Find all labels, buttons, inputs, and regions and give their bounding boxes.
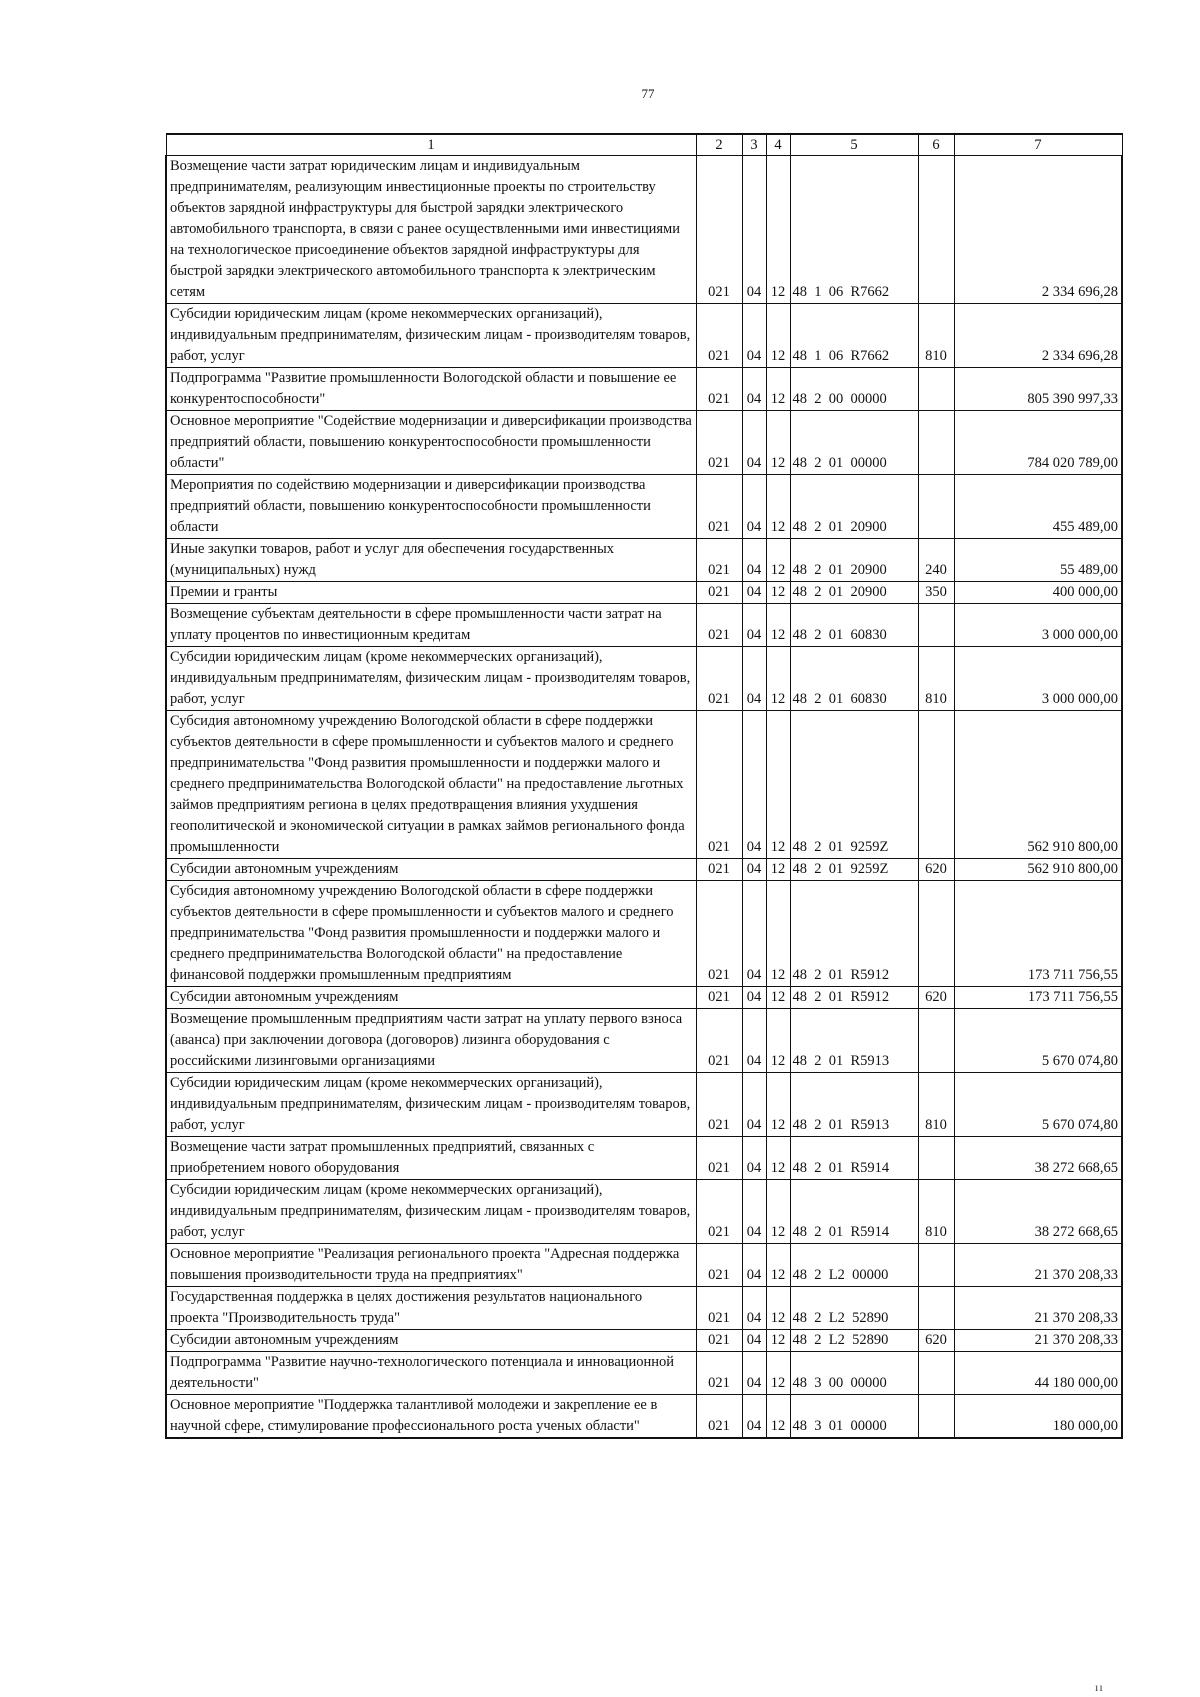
row-amount: 400 000,00 <box>954 582 1122 604</box>
row-ministry-code: 021 <box>696 711 742 859</box>
row-ministry-code: 021 <box>696 1244 742 1287</box>
column-header: 7 <box>954 134 1122 156</box>
row-section-code: 04 <box>742 1137 766 1180</box>
row-section-code: 04 <box>742 1352 766 1395</box>
row-section-code: 04 <box>742 1180 766 1244</box>
row-amount: 173 711 756,55 <box>954 881 1122 987</box>
row-target-item-code: 48 3 00 00000 <box>790 1352 918 1395</box>
row-subsection-code: 12 <box>766 1180 790 1244</box>
row-expense-type-code <box>918 1137 954 1180</box>
row-ministry-code: 021 <box>696 539 742 582</box>
column-header: 5 <box>790 134 918 156</box>
row-name: Субсидия автономному учреждению Вологодской области в сфере поддержки субъектов деятельности в сфере промышленности и субъектов малого и среднего предпринимательства "Фонд развития промышленности и поддержки малого и среднего предпринимательства Вологодской области" на предоставление льготных займов предприятиям региона в целях предотвращения влияния ухудшения геополитической и экономической ситуации в рамках займов регионального фонда промышленности <box>166 711 696 859</box>
table-row <box>166 711 1122 859</box>
row-subsection-code: 12 <box>766 859 790 881</box>
row-section-code: 04 <box>742 539 766 582</box>
row-subsection-code: 12 <box>766 1244 790 1287</box>
table-row <box>166 1395 1122 1439</box>
column-header: 4 <box>766 134 790 156</box>
row-name: Подпрограмма "Развитие промышленности Вологодской области и повышение ее конкурентоспособности" <box>166 368 696 411</box>
table-row <box>166 881 1122 987</box>
row-amount: 2 334 696,28 <box>954 304 1122 368</box>
row-amount: 21 370 208,33 <box>954 1244 1122 1287</box>
row-ministry-code: 021 <box>696 1073 742 1137</box>
row-ministry-code: 021 <box>696 368 742 411</box>
row-section-code: 04 <box>742 647 766 711</box>
row-amount: 5 670 074,80 <box>954 1009 1122 1073</box>
row-subsection-code: 12 <box>766 1395 790 1439</box>
row-subsection-code: 12 <box>766 711 790 859</box>
row-target-item-code: 48 2 00 00000 <box>790 368 918 411</box>
row-name: Возмещение субъектам деятельности в сфере промышленности части затрат на уплату процентов по инвестиционным кредитам <box>166 604 696 647</box>
row-ministry-code: 021 <box>696 582 742 604</box>
row-name: Субсидии юридическим лицам (кроме некоммерческих организаций), индивидуальным предпринимателям, физическим лицам - производителям товаров, работ, услуг <box>166 1073 696 1137</box>
row-name: Подпрограмма "Развитие научно-технологического потенциала и инновационной деятельности" <box>166 1352 696 1395</box>
table-row <box>166 475 1122 539</box>
budget-table <box>165 133 1123 1439</box>
row-ministry-code: 021 <box>696 1330 742 1352</box>
row-target-item-code: 48 2 01 60830 <box>790 647 918 711</box>
row-section-code: 04 <box>742 582 766 604</box>
row-name: Субсидия автономному учреждению Вологодской области в сфере поддержки субъектов деятельности в сфере промышленности и субъектов малого и среднего предпринимательства "Фонд развития промышленности и поддержки малого и среднего предпринимательства Вологодской области" на предоставление финансовой поддержки промышленным предприятиям <box>166 881 696 987</box>
row-expense-type-code: 810 <box>918 647 954 711</box>
column-header: 2 <box>696 134 742 156</box>
table-header-row <box>166 134 1122 156</box>
row-subsection-code: 12 <box>766 604 790 647</box>
row-expense-type-code <box>918 604 954 647</box>
row-name: Субсидии автономным учреждениям <box>166 1330 696 1352</box>
row-expense-type-code: 620 <box>918 1330 954 1352</box>
row-expense-type-code <box>918 1287 954 1330</box>
row-expense-type-code: 240 <box>918 539 954 582</box>
row-amount: 562 910 800,00 <box>954 711 1122 859</box>
row-target-item-code: 48 1 06 R7662 <box>790 304 918 368</box>
row-subsection-code: 12 <box>766 1137 790 1180</box>
row-expense-type-code: 810 <box>918 1180 954 1244</box>
row-ministry-code: 021 <box>696 647 742 711</box>
row-ministry-code: 021 <box>696 156 742 304</box>
row-name: Субсидии автономным учреждениям <box>166 987 696 1009</box>
row-expense-type-code <box>918 411 954 475</box>
table-row <box>166 1352 1122 1395</box>
row-section-code: 04 <box>742 304 766 368</box>
row-target-item-code: 48 2 01 00000 <box>790 411 918 475</box>
table-row <box>166 1073 1122 1137</box>
table-row <box>166 1137 1122 1180</box>
row-expense-type-code: 620 <box>918 987 954 1009</box>
row-name: Основное мероприятие "Реализация регионального проекта "Адресная поддержка повышения производительности труда на предприятиях" <box>166 1244 696 1287</box>
table-row <box>166 987 1122 1009</box>
row-subsection-code: 12 <box>766 987 790 1009</box>
row-target-item-code: 48 2 01 20900 <box>790 582 918 604</box>
row-subsection-code: 12 <box>766 1352 790 1395</box>
row-target-item-code: 48 2 01 9259Z <box>790 711 918 859</box>
row-expense-type-code <box>918 1009 954 1073</box>
row-section-code: 04 <box>742 859 766 881</box>
row-subsection-code: 12 <box>766 1073 790 1137</box>
table-row <box>166 1330 1122 1352</box>
row-ministry-code: 021 <box>696 881 742 987</box>
row-amount: 38 272 668,65 <box>954 1180 1122 1244</box>
table-row <box>166 156 1122 304</box>
row-name: Премии и гранты <box>166 582 696 604</box>
row-section-code: 04 <box>742 881 766 987</box>
row-section-code: 04 <box>742 411 766 475</box>
row-target-item-code: 48 2 01 R5913 <box>790 1009 918 1073</box>
row-amount: 2 334 696,28 <box>954 156 1122 304</box>
row-amount: 562 910 800,00 <box>954 859 1122 881</box>
row-target-item-code: 48 2 01 R5913 <box>790 1073 918 1137</box>
row-amount: 455 489,00 <box>954 475 1122 539</box>
row-section-code: 04 <box>742 1330 766 1352</box>
row-subsection-code: 12 <box>766 304 790 368</box>
row-amount: 38 272 668,65 <box>954 1137 1122 1180</box>
row-target-item-code: 48 2 01 20900 <box>790 475 918 539</box>
row-expense-type-code <box>918 1352 954 1395</box>
row-amount: 3 000 000,00 <box>954 604 1122 647</box>
row-ministry-code: 021 <box>696 1352 742 1395</box>
row-amount: 180 000,00 <box>954 1395 1122 1439</box>
row-subsection-code: 12 <box>766 156 790 304</box>
row-section-code: 04 <box>742 987 766 1009</box>
row-name: Мероприятия по содействию модернизации и диверсификации производства предприятий области, повышению конкурентоспособности промышленности области <box>166 475 696 539</box>
row-expense-type-code: 620 <box>918 859 954 881</box>
row-section-code: 04 <box>742 1073 766 1137</box>
row-ministry-code: 021 <box>696 475 742 539</box>
row-ministry-code: 021 <box>696 604 742 647</box>
table-row <box>166 647 1122 711</box>
row-name: Субсидии автономным учреждениям <box>166 859 696 881</box>
row-amount: 5 670 074,80 <box>954 1073 1122 1137</box>
row-section-code: 04 <box>742 156 766 304</box>
row-section-code: 04 <box>742 711 766 859</box>
row-subsection-code: 12 <box>766 1287 790 1330</box>
column-header: 6 <box>918 134 954 156</box>
row-section-code: 04 <box>742 368 766 411</box>
row-expense-type-code <box>918 881 954 987</box>
row-expense-type-code <box>918 368 954 411</box>
table-row <box>166 582 1122 604</box>
row-subsection-code: 12 <box>766 1330 790 1352</box>
table-row <box>166 368 1122 411</box>
row-name: Основное мероприятие "Содействие модернизации и диверсификации производства предприятий области, повышению конкурентоспособности промышленности области" <box>166 411 696 475</box>
row-expense-type-code <box>918 1395 954 1439</box>
table-row <box>166 1009 1122 1073</box>
row-expense-type-code: 810 <box>918 1073 954 1137</box>
row-name: Иные закупки товаров, работ и услуг для обеспечения государственных (муниципальных) нужд <box>166 539 696 582</box>
row-target-item-code: 48 2 01 20900 <box>790 539 918 582</box>
row-subsection-code: 12 <box>766 411 790 475</box>
row-ministry-code: 021 <box>696 1180 742 1244</box>
row-expense-type-code: 810 <box>918 304 954 368</box>
table-row <box>166 539 1122 582</box>
row-target-item-code: 48 2 01 R5914 <box>790 1137 918 1180</box>
row-ministry-code: 021 <box>696 304 742 368</box>
row-amount: 3 000 000,00 <box>954 647 1122 711</box>
row-amount: 173 711 756,55 <box>954 987 1122 1009</box>
row-target-item-code: 48 2 L2 52890 <box>790 1287 918 1330</box>
row-expense-type-code: 350 <box>918 582 954 604</box>
row-target-item-code: 48 2 01 R5912 <box>790 881 918 987</box>
row-name: Возмещение промышленным предприятиям части затрат на уплату первого взноса (аванса) при заключении договора (договоров) лизинга оборудования с российскими лизинговыми организациями <box>166 1009 696 1073</box>
row-target-item-code: 48 2 L2 00000 <box>790 1244 918 1287</box>
row-amount: 784 020 789,00 <box>954 411 1122 475</box>
row-amount: 21 370 208,33 <box>954 1287 1122 1330</box>
row-amount: 21 370 208,33 <box>954 1330 1122 1352</box>
row-amount: 44 180 000,00 <box>954 1352 1122 1395</box>
column-header: 1 <box>166 134 696 156</box>
table-row <box>166 411 1122 475</box>
row-target-item-code: 48 2 01 60830 <box>790 604 918 647</box>
table-row <box>166 859 1122 881</box>
row-ministry-code: 021 <box>696 1395 742 1439</box>
row-name: Основное мероприятие "Поддержка талантливой молодежи и закрепление ее в научной сфере, стимулирование профессионального роста ученых области" <box>166 1395 696 1439</box>
page-number: 77 <box>641 86 655 101</box>
row-ministry-code: 021 <box>696 1137 742 1180</box>
row-expense-type-code <box>918 1244 954 1287</box>
row-subsection-code: 12 <box>766 881 790 987</box>
row-section-code: 04 <box>742 1395 766 1439</box>
row-amount: 805 390 997,33 <box>954 368 1122 411</box>
row-section-code: 04 <box>742 1009 766 1073</box>
corner-mark: ıı <box>1095 1680 1104 1694</box>
table-row <box>166 604 1122 647</box>
row-ministry-code: 021 <box>696 1009 742 1073</box>
table-row <box>166 304 1122 368</box>
table-row <box>166 1244 1122 1287</box>
row-name: Государственная поддержка в целях достижения результатов национального проекта "Производительность труда" <box>166 1287 696 1330</box>
row-section-code: 04 <box>742 604 766 647</box>
row-target-item-code: 48 2 01 9259Z <box>790 859 918 881</box>
row-ministry-code: 021 <box>696 1287 742 1330</box>
row-subsection-code: 12 <box>766 368 790 411</box>
row-subsection-code: 12 <box>766 582 790 604</box>
row-amount: 55 489,00 <box>954 539 1122 582</box>
row-subsection-code: 12 <box>766 539 790 582</box>
row-ministry-code: 021 <box>696 859 742 881</box>
table-body <box>166 156 1122 1439</box>
table-row <box>166 1180 1122 1244</box>
row-subsection-code: 12 <box>766 647 790 711</box>
row-section-code: 04 <box>742 1287 766 1330</box>
row-subsection-code: 12 <box>766 475 790 539</box>
row-target-item-code: 48 2 L2 52890 <box>790 1330 918 1352</box>
row-name: Возмещение части затрат промышленных предприятий, связанных с приобретением нового оборудования <box>166 1137 696 1180</box>
row-name: Субсидии юридическим лицам (кроме некоммерческих организаций), индивидуальным предпринимателям, физическим лицам - производителям товаров, работ, услуг <box>166 647 696 711</box>
row-section-code: 04 <box>742 475 766 539</box>
table-row <box>166 1287 1122 1330</box>
column-header: 3 <box>742 134 766 156</box>
row-target-item-code: 48 1 06 R7662 <box>790 156 918 304</box>
row-name: Возмещение части затрат юридическим лицам и индивидуальным предпринимателям, реализующим инвестиционные проекты по строительству объектов зарядной инфраструктуры для быстрой зарядки электрического автомобильного транспорта, в связи с ранее осуществленными ими инвестициями на технологическое присоединение объектов зарядной инфраструктуры для быстрой зарядки электрического автомобильного транспорта к электрическим сетям <box>166 156 696 304</box>
row-section-code: 04 <box>742 1244 766 1287</box>
row-subsection-code: 12 <box>766 1009 790 1073</box>
row-ministry-code: 021 <box>696 987 742 1009</box>
row-expense-type-code <box>918 475 954 539</box>
row-name: Субсидии юридическим лицам (кроме некоммерческих организаций), индивидуальным предпринимателям, физическим лицам - производителям товаров, работ, услуг <box>166 304 696 368</box>
row-target-item-code: 48 2 01 R5914 <box>790 1180 918 1244</box>
row-target-item-code: 48 2 01 R5912 <box>790 987 918 1009</box>
row-ministry-code: 021 <box>696 411 742 475</box>
row-name: Субсидии юридическим лицам (кроме некоммерческих организаций), индивидуальным предпринимателям, физическим лицам - производителям товаров, работ, услуг <box>166 1180 696 1244</box>
row-expense-type-code <box>918 711 954 859</box>
row-target-item-code: 48 3 01 00000 <box>790 1395 918 1439</box>
row-expense-type-code <box>918 156 954 304</box>
